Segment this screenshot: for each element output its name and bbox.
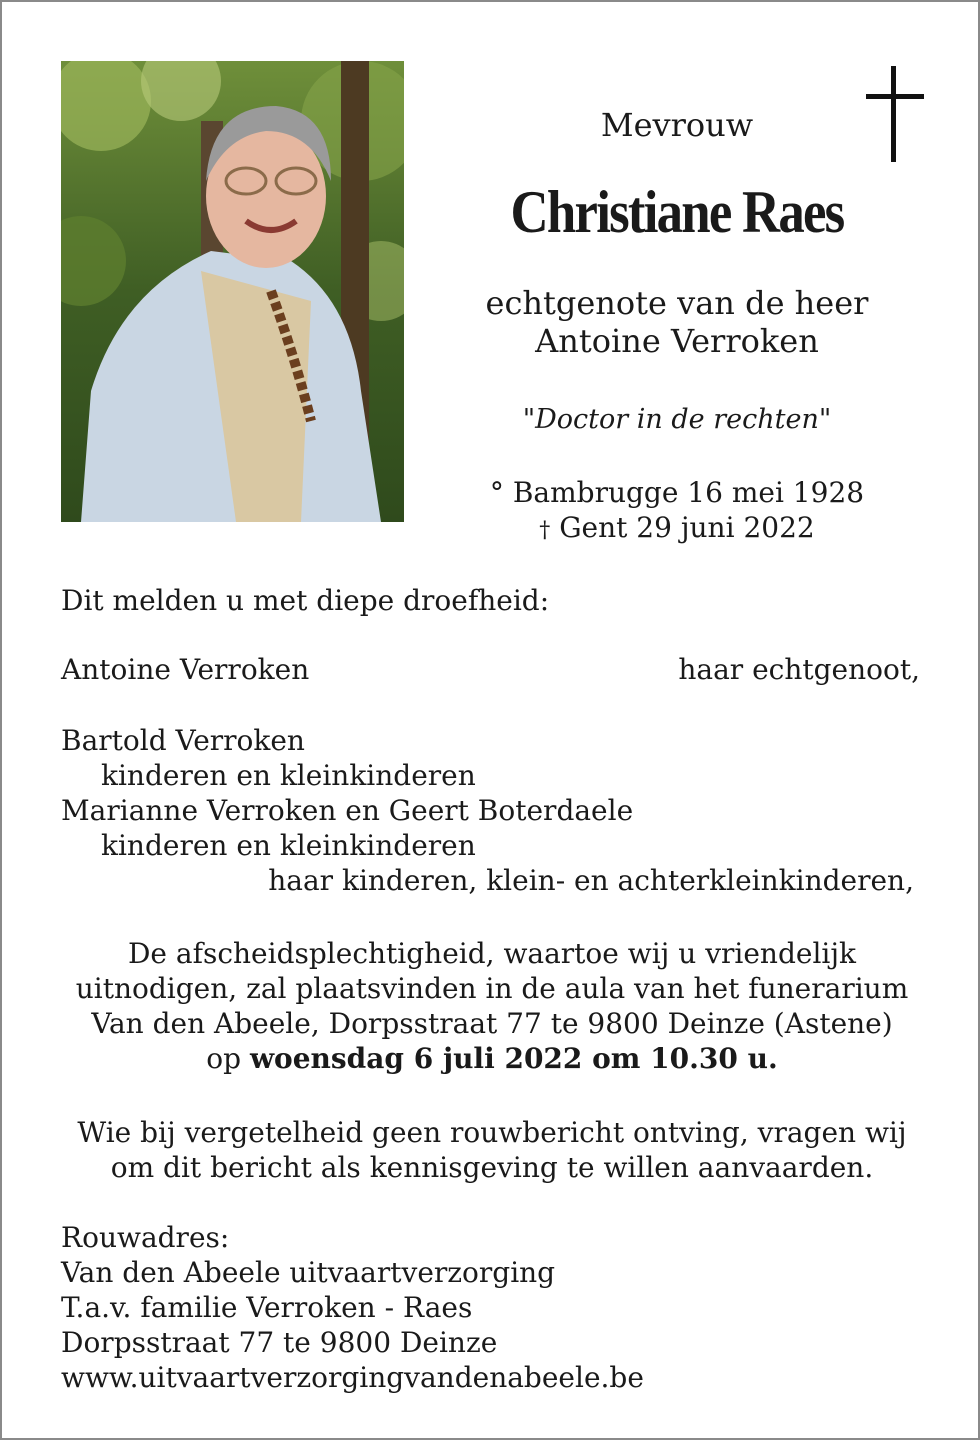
ceremony-line-1: De afscheidsplechtigheid, waartoe wij u vriendelijk xyxy=(127,937,857,970)
ceremony-line-2: uitnodigen, zal plaatsvinden in de aula van het funerarium xyxy=(75,972,909,1005)
ceremony-info xyxy=(42,936,942,1076)
ceremony-prefix: op xyxy=(206,1042,242,1075)
family-member: Bartold Verroken xyxy=(61,724,305,757)
mourning-address xyxy=(61,1220,644,1395)
spouse-line-2: Antoine Verroken xyxy=(535,322,819,360)
dagger-icon: † xyxy=(539,518,551,543)
honorific: Mevrouw xyxy=(600,106,754,144)
notice-text xyxy=(42,1115,942,1185)
family-member: Marianne Verroken en Geert Boterdaele xyxy=(61,794,634,827)
portrait-photo xyxy=(61,61,404,522)
address-line-1: Van den Abeele uitvaartverzorging xyxy=(61,1256,556,1289)
family-descendants: kinderen en kleinkinderen xyxy=(101,759,476,792)
spouse-line-1: echtgenote van de heer xyxy=(485,284,869,322)
ceremony-datetime: woensdag 6 juli 2022 om 10.30 u. xyxy=(249,1042,778,1075)
deceased-name: Christiane Raes xyxy=(510,179,844,245)
occupation: "Doctor in de rechten" xyxy=(522,404,832,435)
family-role: haar kinderen, klein- en achterkleinkinderen, xyxy=(268,864,914,897)
spouse-role: haar echtgenoot, xyxy=(678,653,920,686)
family-descendants: kinderen en kleinkinderen xyxy=(101,829,476,862)
spouse-name: Antoine Verroken xyxy=(61,653,310,686)
life-dates xyxy=(442,475,912,548)
notice-line-2: om dit bericht als kennisgeving te willen aanvaarden. xyxy=(110,1151,874,1184)
family-list xyxy=(61,723,633,863)
address-line-3: Dorpsstraat 77 te 9800 Deinze xyxy=(61,1326,498,1359)
ceremony-line-3: Van den Abeele, Dorpsstraat 77 te 9800 Deinze (Astene) xyxy=(91,1007,893,1040)
death-text: Gent 29 juni 2022 xyxy=(559,511,815,544)
announcement-intro: Dit melden u met diepe droefheid: xyxy=(61,584,550,617)
notice-line-1: Wie bij vergetelheid geen rouwbericht ontving, vragen wij xyxy=(77,1116,907,1149)
address-label: Rouwadres: xyxy=(61,1221,230,1254)
address-line-2: T.a.v. familie Verroken - Raes xyxy=(61,1291,473,1324)
website-link[interactable]: www.uitvaartverzorgingvandenabeele.be xyxy=(61,1361,644,1394)
death-line xyxy=(442,510,912,548)
birth-line: ° Bambrugge 16 mei 1928 xyxy=(489,476,865,509)
ceremony-line-4 xyxy=(42,1041,942,1076)
spouse-info xyxy=(442,284,912,360)
